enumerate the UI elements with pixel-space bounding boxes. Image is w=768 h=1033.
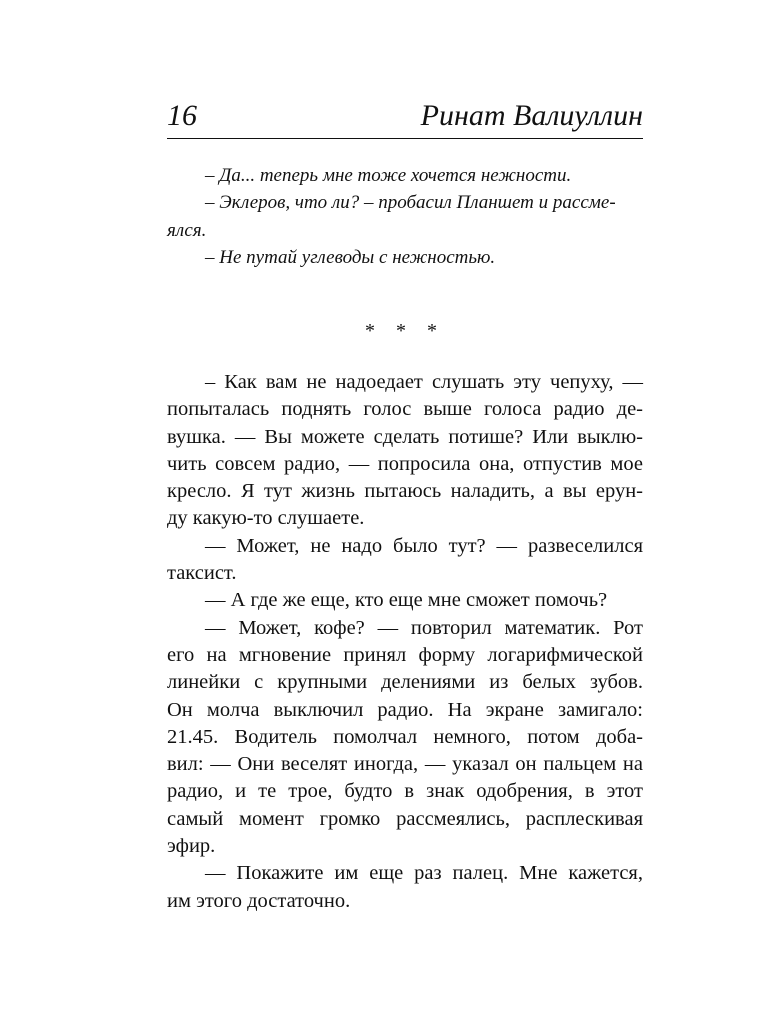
text-line: ду какую-то слушаете.: [167, 507, 365, 530]
text-line: — Покажите им еще раз палец. Мне кажется,: [205, 862, 643, 885]
text-line: таксист.: [167, 562, 237, 585]
text-line: попыталась поднять голос выше голоса радио де-: [167, 398, 643, 421]
text-line: эфир.: [167, 835, 216, 858]
text-line: чить совсем радио, — попросила она, отпустив мое: [167, 452, 643, 475]
page-header: [167, 96, 643, 139]
text-line: 21.45. Водитель помолчал немного, потом доба-: [167, 725, 643, 748]
text-line: линейки с крупными делениями из белых зубов.: [167, 671, 643, 694]
page-number: 16: [167, 99, 197, 132]
text-line: Он молча выключил радио. На экране замигало:: [167, 698, 643, 721]
text-line: самый момент громко рассмеялись, расплескивая: [167, 807, 643, 830]
body-text: [167, 369, 643, 915]
section-separator: * * *: [365, 320, 445, 342]
text-line: — Может, кофе? — повторил математик. Рот: [205, 616, 643, 639]
text-line: вил: — Они веселят иногда, — указал он пальцем на: [167, 753, 643, 776]
dialogue-line: – Не путай углеводы с нежностью.: [205, 246, 496, 268]
text-line: кресло. Я тут жизнь пытаюсь наладить, а вы ерун-: [167, 480, 643, 503]
dialogue-line: – Да... теперь мне тоже хочется нежности.: [205, 165, 572, 186]
dialogue-line: ялся.: [167, 219, 207, 241]
text-line: им этого достаточно.: [167, 889, 351, 912]
italic-dialogue: [167, 162, 643, 271]
text-line: радио, и те трое, будто в знак одобрения, в этот: [167, 780, 643, 803]
text-line: его на мгновение принял форму логарифмической: [167, 643, 643, 666]
text-line: вушка. — Вы можете сделать потише? Или выклю-: [167, 425, 643, 448]
text-line: – Как вам не надоедает слушать эту чепуху, —: [205, 371, 643, 393]
running-title: Ринат Валиуллин: [420, 99, 643, 132]
dialogue-line: – Эклеров, что ли? – пробасил Планшет и рассме-: [205, 192, 616, 214]
text-line: — А где же еще, кто еще мне сможет помочь?: [205, 589, 608, 612]
text-line: — Может, не надо было тут? — развеселился: [205, 534, 643, 557]
